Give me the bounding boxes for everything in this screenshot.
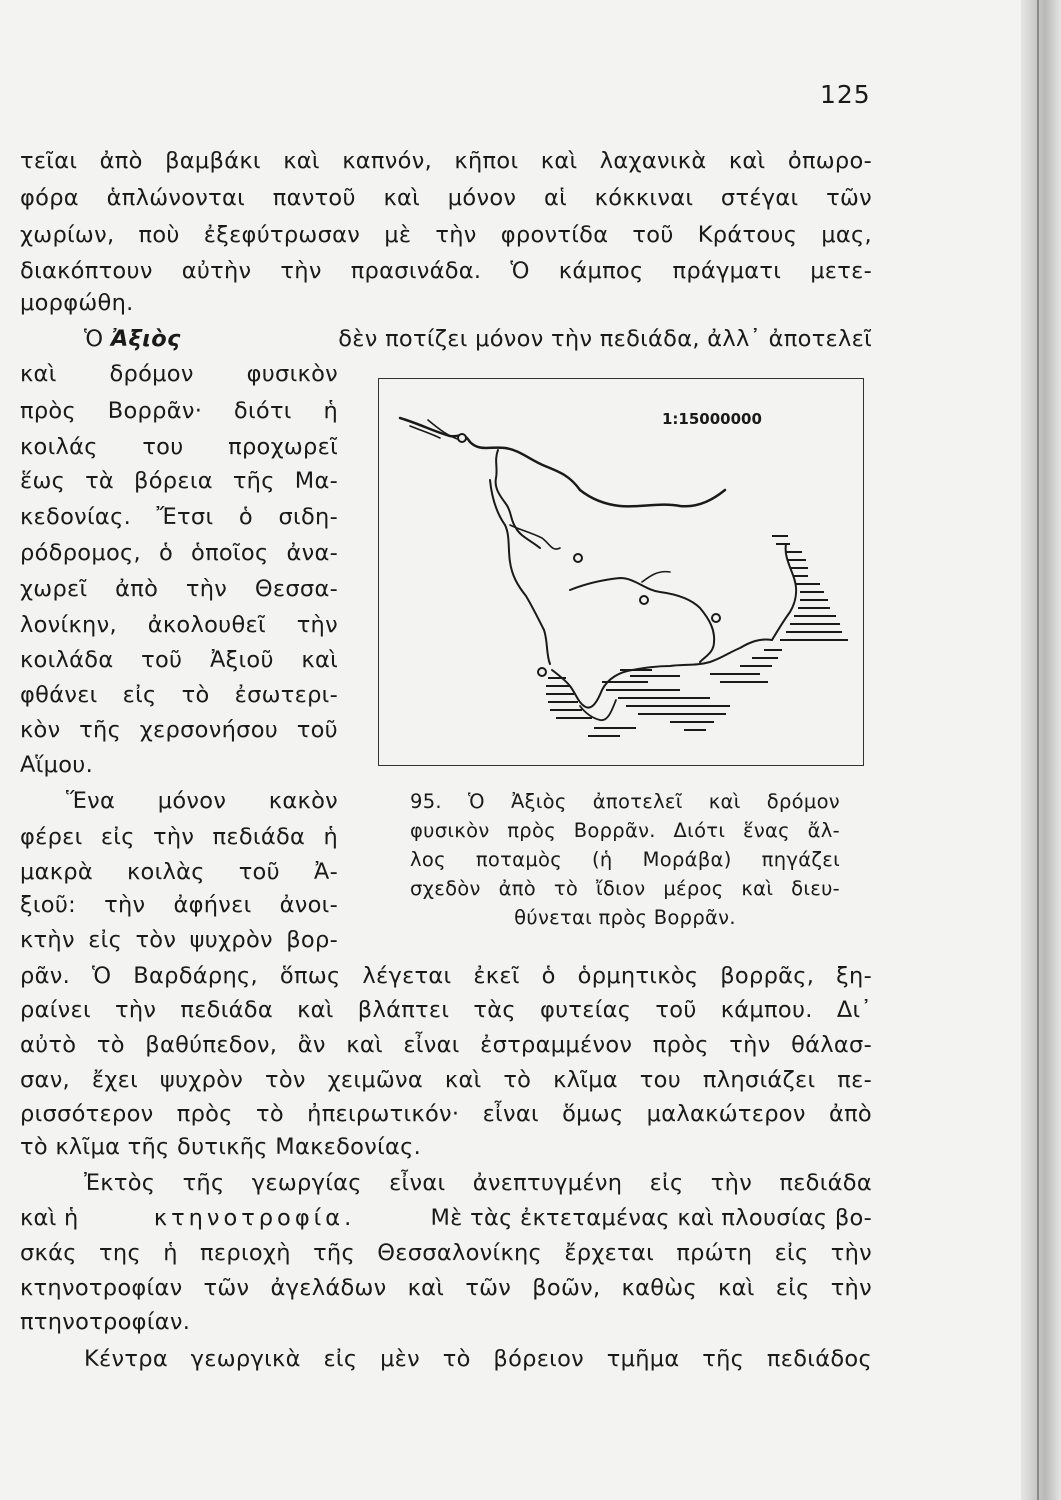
page-edge-line [1037,0,1039,1500]
text-line: ρισσότερον πρὸς τὸ ἠπειρωτικόν· εἶναι ὅμως μαλακώτερον ἀπὸ [20,1101,872,1127]
figure-caption-line: 95. Ὁ Ἀξιὸς ἀποτελεῖ καὶ δρόμον [410,790,840,813]
text-line: κοιλάδα τοῦ Ἀξιοῦ καὶ [20,647,338,673]
figure-caption-line: λος ποταμὸς (ἡ Μοράβα) πηγάζει [410,848,840,871]
text-line: κὸν τῆς χερσονήσου τοῦ [20,717,338,743]
text-span: Μὲ τὰς ἐκτεταμένας καὶ πλουσίας βο- [430,1205,872,1231]
text-line: κτὴν εἰς τὸν ψυχρὸν βορ- [20,927,338,953]
text-line: σαν, ἔχει ψυχρὸν τὸν χειμῶνα καὶ τὸ κλῖμα του πλησιάζει πε- [20,1067,872,1093]
text-line: Κέντρα γεωργικὰ εἰς μὲν τὸ βόρειον τμῆμα τῆς πεδιάδος [84,1346,872,1372]
text-line: Ἐκτὸς τῆς γεωργίας εἶναι ἀνεπτυγμένη εἰς τὴν πεδιάδα [84,1170,872,1196]
figure-caption-line: σχεδὸν ἀπὸ τὸ ἴδιον μέρος καὶ διευ- [410,877,840,900]
text-line: ρᾶν. Ὁ Βαρδάρης, ὅπως λέγεται ἐκεῖ ὁ ὁρμητικὸς βορρᾶς, ξη- [20,963,872,989]
text-line: χωρεῖ ἀπὸ τὴν Θεσσα- [20,576,338,602]
text-line: αὐτὸ τὸ βαθύπεδον, ἂν καὶ εἶναι ἐστραμμένον πρὸς τὴν θάλασ- [20,1032,872,1058]
town-marker [574,554,582,562]
text-line: κτηνοτροφίαν τῶν ἀγελάδων καὶ τῶν βοῶν, καθὼς καὶ εἰς τὴν [20,1275,872,1301]
paragraph-first-line [84,324,872,354]
text-line: λονίκην, ἀκολουθεῖ τὴν [20,612,338,638]
figure-caption-line: φυσικὸν πρὸς Βορρᾶν. Διότι ἕνας ἄλ- [410,819,840,842]
axios-bold-term: Ἀξιὸς [110,326,181,352]
axios-river-map [380,380,862,764]
town-marker [538,668,546,676]
paragraph4-line2 [20,1203,872,1233]
town-marker [458,434,466,442]
text-line: φθάνει εἰς τὸ ἐσωτερι- [20,682,338,708]
page-edge-shadow [1021,0,1061,1500]
text-line: πρὸς Βορρᾶν· διότι ἡ [20,398,338,424]
eastern-river [570,578,714,662]
spaced-term-ktinotrofia: κτηνοτροφία. [153,1205,356,1231]
text-line: Αἵμου. [20,752,94,778]
morava-river [400,418,725,506]
text-line: τὸ κλῖμα τῆς δυτικῆς Μακεδονίας. [20,1134,422,1160]
text-line: ἕως τὰ βόρεια τῆς Μα- [20,468,338,494]
town-marker [640,596,648,604]
text-line: φόρα ἁπλώνονται παντοῦ καὶ μόνον αἱ κόκκιναι στέγαι τῶν [20,185,872,211]
town-marker [712,614,720,622]
text-line: φέρει εἰς τὴν πεδιάδα ἡ [20,824,338,850]
text-line: χωρίων, ποὺ ἐξεφύτρωσαν μὲ τὴν φροντίδα τοῦ Κράτους μας, [20,222,872,248]
page-number: 125 [820,80,871,109]
figure-caption-line: θύνεται πρὸς Βορρᾶν. [514,906,736,929]
text-span: καὶ ἡ [20,1205,79,1231]
text-line: ρόδρομος, ὁ ὁποῖος ἀνα- [20,540,338,566]
text-span: Ὁ [84,326,104,352]
map-scale-label: 1:15000000 [662,410,762,428]
text-line: ξιοῦ: τὴν ἀφήνει ἀνοι- [20,892,338,918]
text-line: Ἕνα μόνον κακὸν [66,788,338,814]
text-line: κοιλάς του προχωρεῖ [20,434,338,460]
text-span: δὲν ποτίζει μόνον τὴν πεδιάδα, ἀλλ᾽ ἀποτελεῖ [338,326,872,352]
text-line: κεδονίας. Ἔτσι ὁ σιδη- [20,504,338,530]
text-line: μορφώθη. [20,290,134,316]
axios-river [496,450,540,548]
text-line: διακόπτουν αὐτὴν τὴν πρασινάδα. Ὁ κάμπος πράγματι μετε- [20,258,872,284]
coastline-east [772,544,796,640]
text-line: τεῖαι ἀπὸ βαμβάκι καὶ καπνόν, κῆποι καὶ λαχανικὰ καὶ ὀπωρο- [20,148,872,174]
text-line: σκάς της ἡ περιοχὴ τῆς Θεσσαλονίκης ἔρχεται πρώτη εἰς τὴν [20,1240,872,1266]
western-river [490,480,550,664]
text-line: μακρὰ κοιλὰς τοῦ Ἀ- [20,859,338,885]
text-line: πτηνοτροφίαν. [20,1309,191,1335]
text-line: καὶ δρόμον φυσικὸν [20,361,338,387]
text-line: ραίνει τὴν πεδιάδα καὶ βλάπτει τὰς φυτείας τοῦ κάμπου. Δι᾽ [20,997,872,1023]
tributary [642,572,670,582]
